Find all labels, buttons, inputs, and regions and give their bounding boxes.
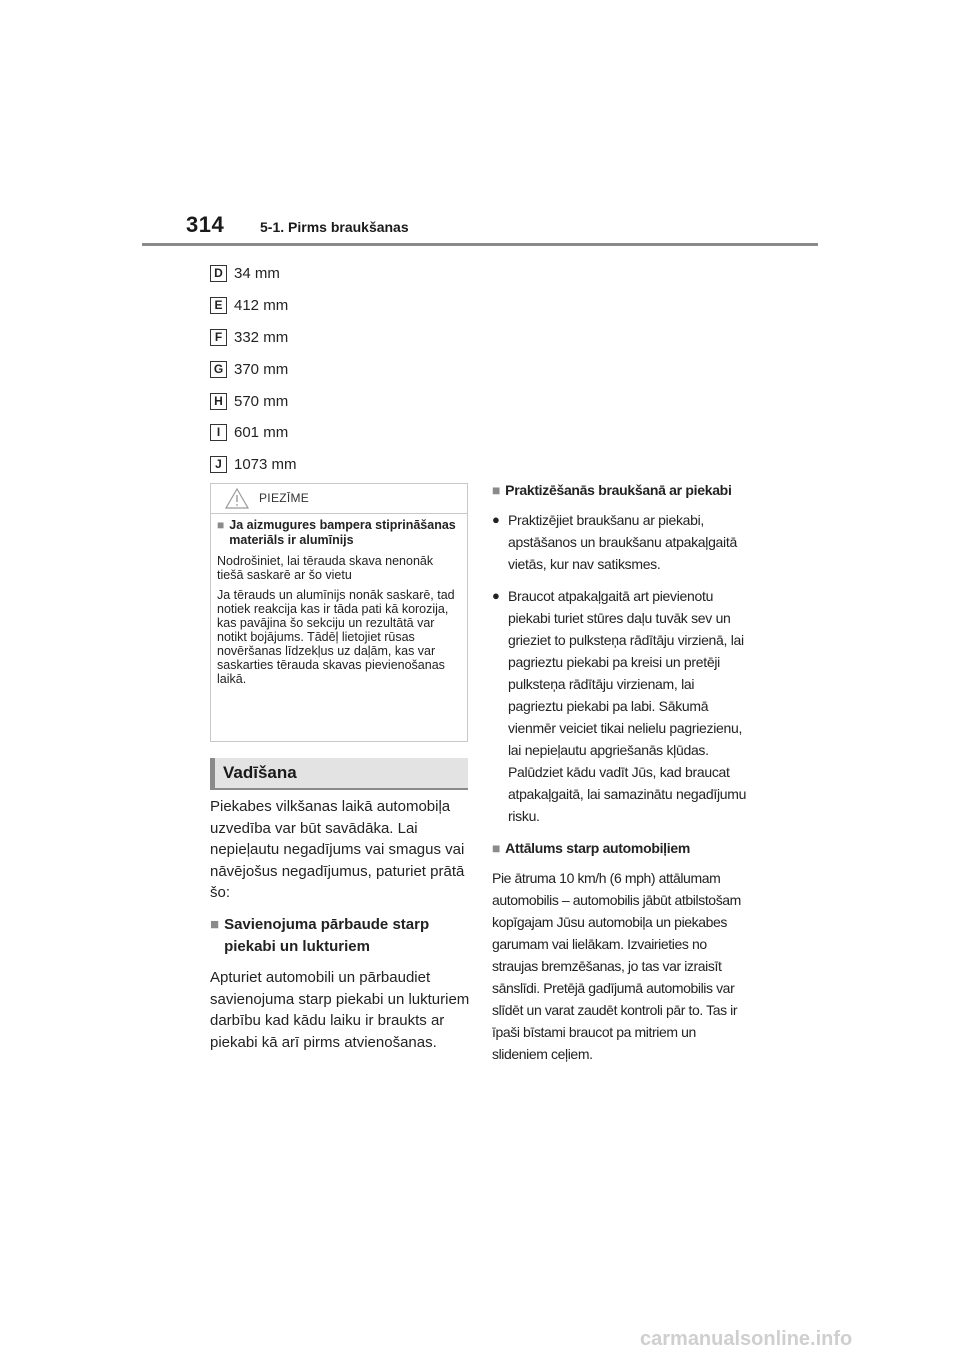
body-paragraph: Pie ātruma 10 km/h (6 mph) attālumam automobilis – automobilis jābūt atbilstošam kopīgajam Jūsu automobiļa un piekabes garumam vai lielākam. Izvairieties no straujas bremzēšanas, jo tas var izraisīt sānslīdi. Pretējā gadījumā automobilis var slīdēt un varat zaudēt kontroli pār to. Tas ir īpaši bīstami braucot pa mitriem un slideniem ceļiem. — [492, 870, 741, 1062]
body-paragraph: Apturiet automobili un pārbaudiet savienojuma starp piekabi un lukturiem darbību kad kādu laiku ir braukts ar piekabi kā arī pirms atvienošanas. — [210, 969, 470, 1051]
notice-body — [211, 514, 467, 686]
left-column — [210, 796, 472, 1064]
notice-paragraph: Nodrošiniet, lai tērauda skava nenonāk tiešā saskarē ar šo vietu — [217, 554, 434, 582]
square-bullet-icon: ■ — [210, 915, 220, 933]
dimension-item — [210, 449, 297, 481]
dimension-letter-badge: E — [210, 297, 227, 314]
dimension-value: 601 mm — [234, 424, 289, 442]
page-header — [0, 0, 960, 250]
dimension-value: 570 mm — [234, 392, 289, 410]
square-bullet-icon: ■ — [492, 482, 501, 498]
dimension-letter-badge: J — [210, 456, 227, 473]
square-bullet-icon: ■ — [217, 518, 225, 532]
warning-triangle-icon — [225, 488, 249, 509]
subheading — [492, 837, 748, 859]
square-bullet-icon: ■ — [492, 840, 501, 856]
dimension-item — [210, 258, 297, 290]
dimension-value: 412 mm — [234, 297, 289, 315]
bullet-text: Braucot atpakaļgaitā art pievienotu piekabi turiet stūres daļu tuvāk sev un grieziet to pulksteņa rādītāju virzienā, lai pagrieztu piekabi pa kreisi un pretēji pulksteņa rādītāju virzienam, lai pagrieztu piekabi pa labi. Sākumā vienmēr veiciet tikai nelielu pagriezienu, lai nepieļautu apgriešanās kļūdas. Palūdziet kādu vadīt Jūs, kad braucat atpakaļgaitā, lai samazinātu negadījumu risku. — [508, 588, 747, 824]
notice-header — [211, 484, 467, 514]
bullet-dot-icon: ● — [492, 512, 500, 527]
dimension-item — [210, 353, 297, 385]
notice-heading-text: Ja aizmugures bampera stiprināšanas materiāls ir alumīnijs — [229, 518, 456, 547]
bullet-text: Praktizējiet braukšanu ar piekabi, apstāšanos un braukšanu atpakaļgaitā vietās, kur nav satiksmes. — [508, 512, 737, 572]
watermark: carmanualsonline.info — [640, 1328, 853, 1350]
subheading — [210, 914, 472, 957]
dimension-value: 370 mm — [234, 360, 289, 378]
dimension-letter-badge: I — [210, 424, 227, 441]
intro-paragraph: Piekabes vilkšanas laikā automobiļa uzvedība var būt savādāka. Lai nepieļautu negadījums vai smagus vai nāvējošus negadījumus, paturiet prātā šo: — [210, 798, 465, 902]
dimension-value: 332 mm — [234, 328, 289, 346]
notice-paragraph: Ja tērauds un alumīnijs nonāk saskarē, tad notiek reakcija kas ir tāda pati kā korozija, kas pavājina šo sekciju un rezultātā var notikt bojājums. Tādēļ lietojiet rūsas novēršanas līdzekļus uz daļām, kas var saskarties tērauda skavas pievienošanas laikā. — [217, 588, 455, 686]
bullet-dot-icon: ● — [492, 588, 500, 603]
dimension-value: 1073 mm — [234, 456, 297, 474]
subheading — [492, 479, 748, 501]
dimension-item — [210, 385, 297, 417]
section-heading-bar — [210, 758, 468, 790]
dimension-list — [210, 258, 297, 481]
dimension-letter-badge: H — [210, 393, 227, 410]
section-title: 5-1. Pirms braukšanas — [260, 219, 409, 235]
subheading-text: Praktizēšanās braukšanā ar piekabi — [505, 482, 732, 498]
bullet-item — [492, 585, 748, 827]
dimension-letter-badge: D — [210, 265, 227, 282]
dimension-value: 34 mm — [234, 265, 280, 283]
dimension-item — [210, 322, 297, 354]
right-column — [492, 479, 748, 1065]
subheading-text: Savienojuma pārbaude starp piekabi un lukturiem — [224, 915, 430, 955]
notice-box — [210, 483, 468, 742]
page-number: 314 — [186, 212, 225, 237]
dimension-letter-badge: F — [210, 329, 227, 346]
subheading-text: Attālums starp automobiļiem — [505, 840, 690, 856]
header-divider — [142, 243, 818, 246]
dimension-item — [210, 417, 297, 449]
dimension-letter-badge: G — [210, 361, 227, 378]
dimension-item — [210, 290, 297, 322]
notice-label: PIEZĪME — [259, 491, 310, 505]
notice-heading — [217, 518, 457, 548]
section-heading: Vadīšana — [223, 763, 297, 782]
bullet-item — [492, 509, 748, 575]
